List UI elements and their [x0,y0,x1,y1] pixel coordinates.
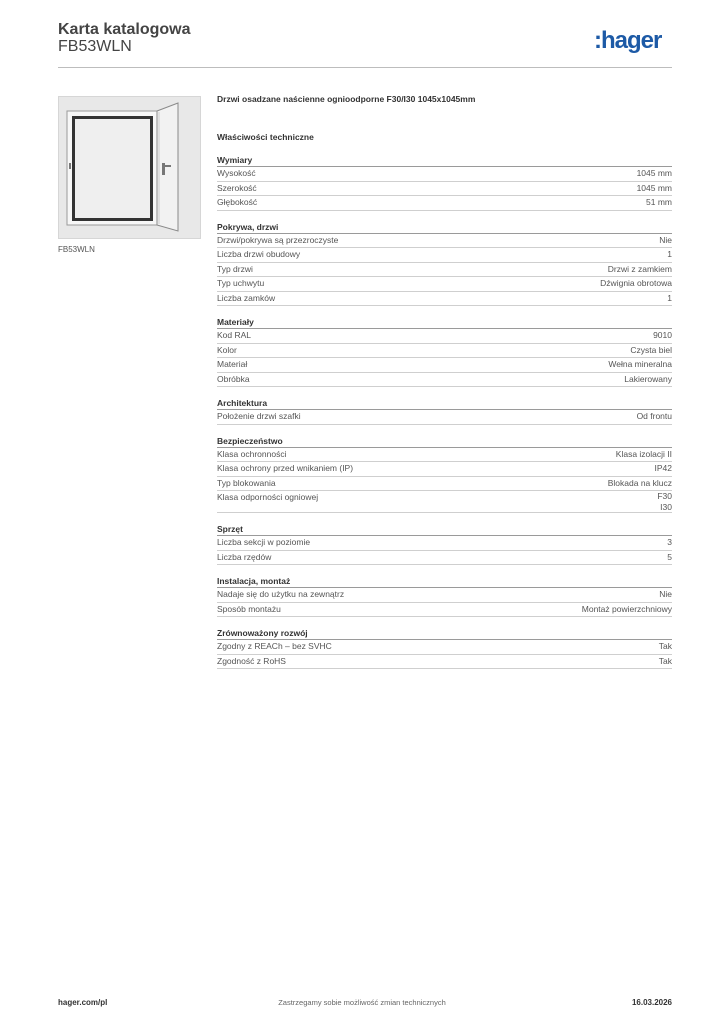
spec-value: Montaż powierzchniowy [581,603,672,614]
spec-label: Szerokość [217,182,257,193]
spec-section [217,435,672,514]
footer-website-link[interactable]: hager.com/pl [58,998,108,1007]
document-title: Karta katalogowa [58,21,191,38]
footer-date: 16.03.2026 [631,998,672,1007]
spec-value: Nie [659,234,672,245]
spec-value: Tak [658,655,672,666]
footer-disclaimer: Zastrzegamy sobie możliwość zmian technicznych [278,998,446,1007]
section-heading: Materiały [217,316,672,329]
spec-label: Klasa ochrony przed wnikaniem (IP) [217,463,354,473]
spec-row [217,603,672,618]
image-caption: FB53WLN [58,245,95,254]
spec-value: Klasa izolacji II [615,448,672,459]
section-heading: Bezpieczeństwo [217,435,672,448]
spec-label: Drzwi/pokrywa są przezroczyste [217,234,339,245]
spec-label: Zgodny z REACh – bez SVHC [217,641,332,651]
specifications [217,94,672,679]
spec-row [217,248,672,263]
spec-value: Wełna mineralna [608,359,672,369]
spec-label: Klasa odporności ogniowej [217,492,319,502]
spec-label: Położenie drzwi szafki [217,411,301,421]
spec-section [217,154,672,211]
spec-section [217,523,672,565]
technical-properties-heading: Właściwości techniczne [217,132,314,142]
spec-section [217,627,672,669]
spec-value: 3 [667,537,672,547]
spec-label: Nadaje się do użytku na zewnątrz [217,589,345,599]
spec-row [217,462,672,477]
spec-row [217,410,672,425]
spec-value: Blokada na klucz [607,477,672,488]
spec-section [217,221,672,307]
section-heading: Zrównoważony rozwój [217,627,672,640]
spec-row [217,358,672,373]
spec-label: Typ blokowania [217,477,276,488]
spec-value: 9010 [653,330,672,340]
spec-section [217,575,672,617]
hager-logo[interactable]: :hager [594,27,662,54]
spec-row [217,477,672,492]
spec-value: Od frontu [636,411,672,421]
spec-row [217,263,672,278]
spec-row [217,344,672,359]
spec-value: Lakierowany [624,373,672,384]
spec-label: Liczba rzędów [217,551,272,562]
spec-label: Zgodność z RoHS [217,655,286,666]
spec-row [217,373,672,388]
spec-row [217,655,672,670]
spec-row [217,448,672,463]
spec-row [217,277,672,292]
section-heading: Architektura [217,397,672,410]
product-image [58,96,201,239]
spec-value: Dźwignia obrotowa [600,278,672,288]
spec-label: Sposób montażu [217,603,281,614]
spec-label: Liczba drzwi obudowy [217,249,301,259]
spec-label: Liczba sekcji w poziomie [217,537,311,547]
spec-section [217,397,672,425]
spec-value: Drzwi z zamkiem [607,263,672,274]
spec-label: Klasa ochronności [217,448,287,459]
spec-sections [217,154,672,669]
spec-label: Liczba zamków [217,292,276,303]
section-heading: Pokrywa, drzwi [217,221,672,234]
spec-label: Typ drzwi [217,263,253,274]
spec-section [217,316,672,387]
spec-value-line: I30 [660,501,672,512]
spec-label: Głębokość [217,197,258,207]
section-heading: Sprzęt [217,523,672,536]
product-title: Drzwi osadzane naścienne ognioodporne F30/I30 1045x1045mm [217,94,476,104]
spec-row [217,329,672,344]
spec-value: IP42 [654,463,672,473]
spec-row [217,491,672,513]
spec-row [217,640,672,655]
spec-value: Czysta biel [630,344,672,355]
product-code: FB53WLN [58,38,132,55]
spec-value: 1 [667,249,672,259]
spec-label: Kolor [217,344,237,355]
spec-value: 1045 mm [636,168,672,178]
spec-value: Tak [658,641,672,651]
spec-row [217,196,672,211]
section-heading: Wymiary [217,154,672,167]
header-divider [58,67,672,68]
spec-row [217,551,672,566]
spec-value: 51 mm [646,197,672,207]
spec-row [217,234,672,249]
spec-value: Nie [659,589,672,599]
spec-value [657,491,672,512]
spec-row [217,536,672,551]
spec-value: 5 [667,551,672,562]
spec-label: Obróbka [217,373,250,384]
section-heading: Instalacja, montaż [217,575,672,588]
spec-row [217,588,672,603]
spec-label: Typ uchwytu [217,278,265,288]
spec-row [217,292,672,307]
spec-label: Materiał [217,359,248,369]
spec-value: 1045 mm [636,182,672,193]
spec-label: Kod RAL [217,330,252,340]
fire-door-illustration [59,97,202,240]
spec-row [217,182,672,197]
spec-value: 1 [667,292,672,303]
spec-value-line: F30 [657,491,672,501]
spec-label: Wysokość [217,168,256,178]
spec-row [217,167,672,182]
